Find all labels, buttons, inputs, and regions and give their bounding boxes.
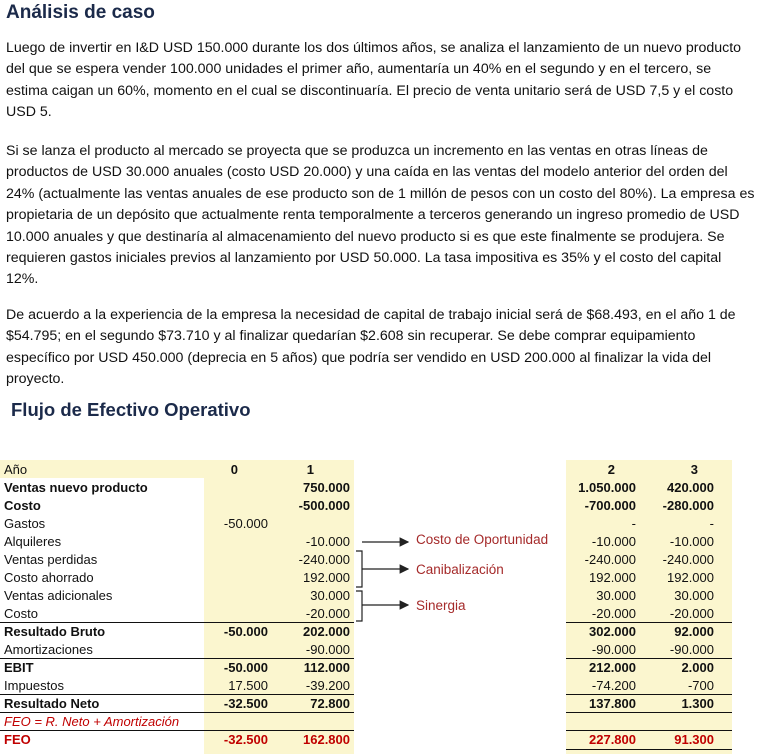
row-label: Alquileres <box>4 534 62 549</box>
row-label: Ventas adicionales <box>4 588 113 603</box>
cell-y1: -10.000 <box>305 534 350 549</box>
paragraph-3: De acuerdo a la experiencia de la empresa la necesidad de capital de trabajo inicial será de $68.493, en el año 1 de $54.795; en el segundo $73.710 y al finalizar quedarían $2.608 sin recuperar. Se debe comprar equipamiento específico por USD 450.000 (deprecia en 5 años) que podría ser vendido en USD 200.000 al finalizar la vida del proyecto. <box>6 307 736 388</box>
cell-y3: -240.000 <box>662 552 714 567</box>
cell-y3: 91.300 <box>674 732 714 747</box>
cell-y0: -50.000 <box>223 516 268 531</box>
cell-y1: 192.000 <box>303 570 350 585</box>
cell-y1: 72.800 <box>310 696 350 711</box>
row-label: Ventas perdidas <box>4 552 98 567</box>
cell-y3: 2.000 <box>681 660 714 675</box>
cell-y2: -90.000 <box>591 642 636 657</box>
cell-y2: 302.000 <box>589 624 636 639</box>
cell-y2: 30.000 <box>596 588 636 603</box>
paragraph-2: Si se lanza el producto al mercado se proyecta que se produzca un incremento en las ventas en otras líneas de productos de USD 30.000 anuales (costo USD 20.000) y una caída en las ventas del modelo anterior del orden del 24% (actualmente las ventas anuales de ese producto son de 1 millón de pesos con un costo del 80%). La empresa es propietaria de un depósito que actualmente renta temporalmente a terceros generando un ingreso promedio de USD 10.000 anuales y que destinaría al almacenamiento del nuevo producto si es que este finalmente se produjera. Se requieren gastos iniciales previos al lanzamiento por USD 50.000. La tasa impositiva es 35% y el costo del capital 12%. <box>6 143 755 288</box>
cell-y2: 137.800 <box>589 696 636 711</box>
cell-y2: 192.000 <box>589 570 636 585</box>
cell-y3: -10.000 <box>669 534 714 549</box>
cell-y1: -90.000 <box>305 642 350 657</box>
cell-y1: -240.000 <box>298 552 350 567</box>
cell-y3: 192.000 <box>667 570 714 585</box>
header-year-3: 3 <box>690 462 698 477</box>
cell-y1: 202.000 <box>303 624 350 639</box>
cell-y3: 420.000 <box>667 480 714 495</box>
cell-y2: -240.000 <box>584 552 636 567</box>
cell-y1: -39.200 <box>305 678 350 693</box>
cell-y2: - <box>631 516 636 531</box>
cell-y3: -700 <box>687 678 714 693</box>
cell-y2: 1.050.000 <box>578 480 636 495</box>
cell-y1: 162.800 <box>303 732 350 747</box>
row-label: Amortizaciones <box>4 642 93 657</box>
row-label: Resultado Neto <box>4 696 100 711</box>
cell-y0: -32.500 <box>223 696 268 711</box>
cell-y2: 212.000 <box>589 660 636 675</box>
cell-y1: 750.000 <box>303 480 350 495</box>
feo-formula: FEO = R. Neto + Amortización <box>4 714 180 729</box>
cell-y3: -20.000 <box>669 606 714 621</box>
bracket-cannibalization <box>356 551 362 587</box>
row-label: Costo <box>4 606 38 621</box>
cell-y2: -74.200 <box>591 678 636 693</box>
row-label: FEO <box>4 732 31 747</box>
case-title: Análisis de caso <box>6 2 155 23</box>
cell-y3: -280.000 <box>662 498 714 513</box>
cell-y1: 112.000 <box>303 660 350 675</box>
cell-y0: -50.000 <box>223 660 268 675</box>
row-label: Costo ahorrado <box>4 570 94 585</box>
section-title: Flujo de Efectivo Operativo <box>11 399 251 420</box>
row-label: Ventas nuevo producto <box>4 480 148 495</box>
annotation-cannibalization: Canibalización <box>416 562 504 577</box>
paragraph-1: Luego de invertir en I&D USD 150.000 durante los dos últimos años, se analiza el lanzamiento de un nuevo producto del que se espera vender 100.000 unidades el primer año, aumentaría un 40% en el segundo y en el tercero, se estima caigan un 60%, momento en el cual se discontinuaría. El precio de venta unitario será de USD 7,5 y el costo USD 5. <box>6 40 742 121</box>
cell-y3: - <box>709 516 714 531</box>
cell-y0: -50.000 <box>223 624 268 639</box>
cell-y2: -10.000 <box>591 534 636 549</box>
row-label: EBIT <box>4 660 34 675</box>
cell-y1: -500.000 <box>298 498 350 513</box>
annotation-opportunity-cost: Costo de Oportunidad <box>416 532 549 547</box>
row-label: Costo <box>4 498 41 513</box>
header-year-2: 2 <box>607 462 615 477</box>
header-year-label: Año <box>4 462 28 477</box>
cell-y1: 30.000 <box>310 588 350 603</box>
annotation-synergy: Sinergia <box>416 598 466 613</box>
cell-y3: 30.000 <box>674 588 714 603</box>
cell-y3: 1.300 <box>681 696 714 711</box>
header-year-0: 0 <box>230 462 238 477</box>
cell-y0: -32.500 <box>223 732 268 747</box>
row-label: Resultado Bruto <box>4 624 106 639</box>
bracket-synergy <box>356 591 362 621</box>
cell-y1: -20.000 <box>305 606 350 621</box>
cell-y0: 17.500 <box>228 678 268 693</box>
row-label: Impuestos <box>4 678 64 693</box>
row-label: Gastos <box>4 516 46 531</box>
cell-y2: -700.000 <box>584 498 636 513</box>
cell-y2: 227.800 <box>589 732 636 747</box>
cell-y3: 92.000 <box>674 624 714 639</box>
cell-y2: -20.000 <box>591 606 636 621</box>
header-year-1: 1 <box>306 462 314 477</box>
cell-y3: -90.000 <box>669 642 714 657</box>
